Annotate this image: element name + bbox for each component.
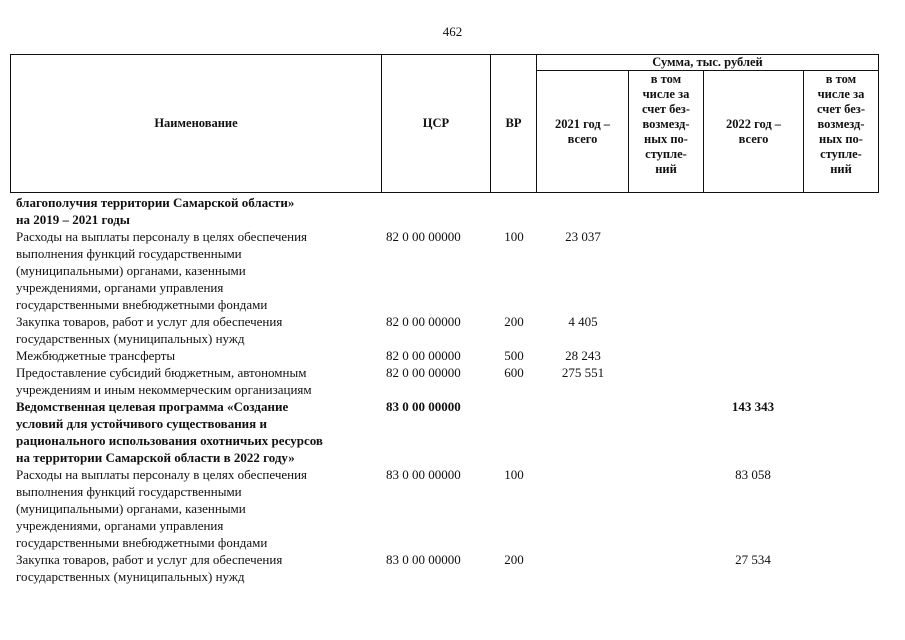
row-vr: 200 [504,314,524,329]
row-name [14,347,378,364]
header-name: Наименование [11,55,382,193]
header-line: 2022 год – [725,116,782,131]
row-2022-incl [803,551,878,585]
name-line: (муниципальными) органами, казенными [16,263,246,278]
row-2021-incl [628,364,703,398]
row-2022-total [703,194,803,228]
name-line: Межбюджетные трансферты [16,348,176,363]
table-row [14,466,878,551]
row-2022-total: 83 058 [735,467,771,482]
table-row [14,551,878,585]
table-row [14,398,878,466]
header-line: возмезд- [817,117,865,131]
name-line: государственных (муниципальных) нужд [16,569,245,584]
row-csr: 83 0 00 00000 [386,467,461,482]
row-2022-incl [803,347,878,364]
row-2021-total: 275 551 [561,365,605,380]
row-2022-incl [803,313,878,347]
name-line: выполнения функций государственными [16,484,242,499]
row-2021-total: 23 037 [565,229,601,244]
header-line: числе за [642,87,690,101]
name-line: выполнения функций государственными [16,246,242,261]
row-name [14,398,378,466]
header-2022-total [704,71,804,193]
row-2022-total [703,347,803,364]
row-vr: 100 [504,229,524,244]
row-name [14,228,378,313]
name-line: на территории Самарской области в 2022 году» [16,450,295,465]
header-2021-incl [629,71,704,193]
row-2021-incl [628,194,703,228]
header-line: ступле- [645,147,687,161]
row-2022-incl [803,398,878,466]
row-name [14,364,378,398]
row-2021-incl [628,228,703,313]
name-line: рационального использования охотничьих ресурсов [16,433,323,448]
row-csr [378,194,490,228]
row-2022-total: 27 534 [735,552,771,567]
header-line: 2021 год – [554,116,611,131]
row-2021-total: 28 243 [565,348,601,363]
row-vr: 200 [504,552,524,567]
table-body [14,194,878,585]
header-line: ний [830,162,852,176]
row-2022-incl [803,466,878,551]
row-name [14,313,378,347]
row-2021-incl [628,398,703,466]
header-line: ных по- [819,132,863,146]
table-row [14,228,878,313]
name-line: Расходы на выплаты персоналу в целях обеспечения [16,467,308,482]
row-2021-total [538,194,628,228]
header-line: всего [567,131,598,146]
name-line: условий для устойчивого существования и [16,416,267,431]
row-2021-total [538,466,628,551]
row-name [14,194,378,228]
header-2022-incl [804,71,879,193]
header-2021-total [537,71,629,193]
row-csr: 82 0 00 00000 [386,229,461,244]
table-row [14,194,878,228]
name-line: государственными внебюджетными фондами [16,535,268,550]
row-vr: 100 [504,467,524,482]
header-sum: Сумма, тыс. рублей [537,55,879,71]
name-line: Закупка товаров, работ и услуг для обеспечения [16,552,283,567]
row-csr: 82 0 00 00000 [386,365,461,380]
header-line: ний [655,162,677,176]
row-2021-incl [628,466,703,551]
row-2022-incl [803,194,878,228]
name-line: Ведомственная целевая программа «Создание [16,399,289,414]
name-line: учреждениями, органами управления [16,518,224,533]
row-2022-total [703,313,803,347]
header-line: ных по- [644,132,688,146]
header-line: счет без- [642,102,690,116]
header-line: всего [738,131,769,146]
name-line: Расходы на выплаты персоналу в целях обеспечения [16,229,308,244]
row-2021-incl [628,551,703,585]
row-csr: 83 0 00 00000 [386,552,461,567]
row-2021-total: 4 405 [568,314,598,329]
name-line: Предоставление субсидий бюджетным, автономным [16,365,307,380]
row-name [14,466,378,551]
table-row [14,364,878,398]
row-csr: 82 0 00 00000 [386,348,461,363]
row-2022-total [703,228,803,313]
name-line: учреждениями, органами управления [16,280,224,295]
row-vr [490,398,538,466]
header-line: счет без- [817,102,865,116]
row-name [14,551,378,585]
page-number: 462 [442,24,463,39]
header-csr: ЦСР [382,55,491,193]
table-header [10,54,879,193]
header-line: ступле- [820,147,862,161]
row-2021-incl [628,347,703,364]
name-line: государственных (муниципальных) нужд [16,331,245,346]
row-2022-total [703,364,803,398]
row-2022-incl [803,228,878,313]
header-line: возмезд- [642,117,690,131]
row-csr: 83 0 00 00000 [386,399,461,414]
row-vr: 500 [504,348,524,363]
row-vr [490,194,538,228]
header-vr: ВР [491,55,537,193]
row-2021-incl [628,313,703,347]
row-csr: 82 0 00 00000 [386,314,461,329]
row-2022-incl [803,364,878,398]
name-line: государственными внебюджетными фондами [16,297,268,312]
header-line: в том [650,72,682,86]
name-line: Закупка товаров, работ и услуг для обеспечения [16,314,283,329]
name-line: на 2019 – 2021 годы [16,212,130,227]
name-line: благополучия территории Самарской области» [16,195,295,210]
name-line: (муниципальными) органами, казенными [16,501,246,516]
header-line: числе за [817,87,865,101]
header-line: в том [825,72,857,86]
row-2021-total [538,551,628,585]
table-row [14,347,878,364]
row-vr: 600 [504,365,524,380]
table-row [14,313,878,347]
row-2021-total [538,398,628,466]
name-line: учреждениям и иным некоммерческим организациям [16,382,312,397]
row-2022-total: 143 343 [731,399,775,414]
